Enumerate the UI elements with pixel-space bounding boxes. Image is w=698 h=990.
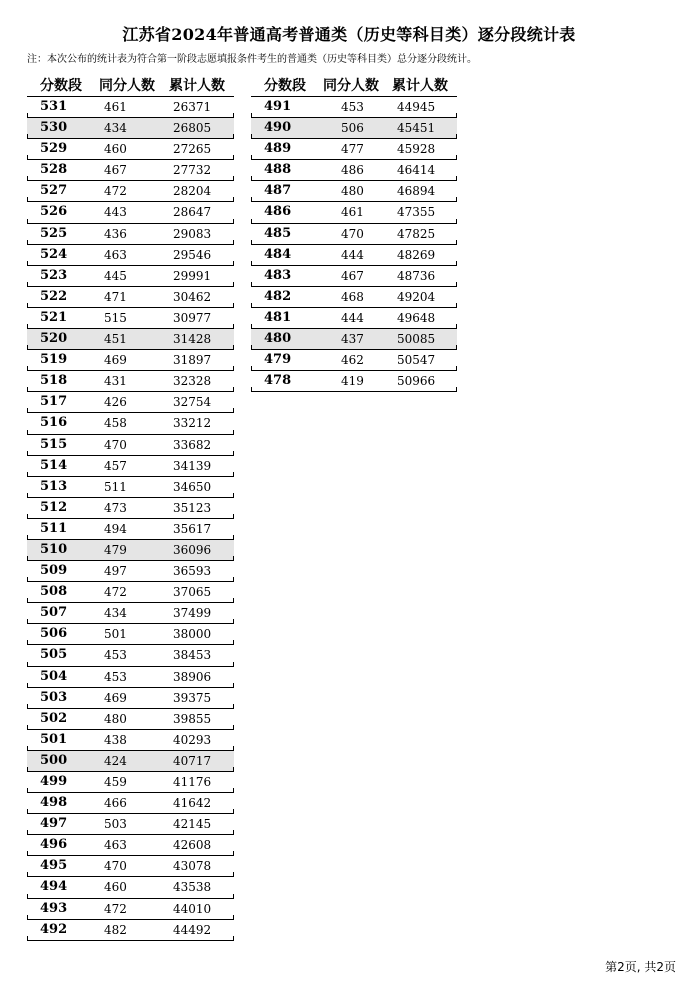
same-count-cell: 457	[104, 458, 127, 473]
cumulative-count-cell: 30462	[173, 289, 212, 304]
same-count-cell: 453	[104, 648, 127, 663]
same-count-cell: 436	[104, 226, 127, 241]
same-count-cell: 458	[104, 416, 127, 431]
score-cell: 494	[40, 879, 68, 895]
page-title: 江苏省2024年普通高考普通类（历史等科目类）逐分段统计表	[122, 25, 576, 44]
same-count-cell: 480	[341, 184, 364, 199]
table-row	[27, 730, 234, 751]
same-count-cell: 419	[341, 374, 364, 389]
cumulative-count-cell: 29991	[173, 268, 212, 283]
same-count-cell: 461	[104, 100, 127, 114]
score-cell: 491	[264, 99, 292, 114]
cumulative-count-cell: 35617	[173, 521, 212, 536]
score-cell: 506	[40, 626, 68, 642]
table-row	[27, 877, 234, 898]
score-cell: 484	[264, 246, 292, 262]
table-row	[251, 350, 457, 371]
cumulative-count-cell: 42608	[173, 838, 212, 853]
score-cell: 480	[264, 331, 292, 347]
same-count-cell: 444	[341, 247, 364, 262]
table-row	[27, 856, 234, 877]
cumulative-count-cell: 41176	[173, 775, 212, 789]
same-count-cell: 461	[341, 205, 364, 220]
same-count-cell: 424	[104, 753, 127, 768]
cumulative-count-cell: 50966	[397, 374, 436, 389]
cumulative-count-cell: 44945	[397, 100, 436, 114]
cumulative-count-cell: 49204	[397, 289, 436, 304]
table-row	[27, 350, 234, 371]
cumulative-count-cell: 29546	[173, 247, 212, 262]
cumulative-count-cell: 37499	[173, 606, 212, 621]
cumulative-count-cell: 38906	[173, 669, 212, 684]
table-row	[251, 266, 457, 287]
score-cell: 493	[40, 900, 68, 916]
cumulative-count-cell: 32754	[173, 395, 212, 410]
cumulative-count-cell: 36096	[173, 542, 212, 557]
table-row	[27, 498, 234, 519]
table-body-left	[27, 97, 234, 941]
cumulative-count-cell: 27265	[173, 142, 212, 157]
same-count-cell: 470	[104, 859, 127, 874]
table-row	[27, 624, 234, 645]
score-cell: 519	[40, 352, 68, 368]
score-cell: 486	[264, 204, 292, 220]
table-row	[27, 266, 234, 287]
cumulative-count-cell: 28204	[173, 184, 212, 199]
cumulative-count-cell: 47825	[397, 226, 436, 241]
same-count-cell: 444	[341, 310, 364, 325]
cumulative-count-cell: 44010	[173, 901, 212, 916]
header-score-band: 分数段	[264, 78, 306, 94]
table-row	[27, 435, 234, 456]
score-cell: 479	[264, 352, 292, 368]
score-cell: 482	[264, 288, 292, 304]
score-cell: 495	[40, 858, 68, 874]
cumulative-count-cell: 46894	[397, 184, 436, 199]
table-row	[27, 160, 234, 181]
same-count-cell: 469	[104, 353, 127, 368]
table-row	[27, 202, 234, 223]
cumulative-count-cell: 37065	[173, 585, 212, 600]
cumulative-count-cell: 38000	[173, 627, 212, 642]
same-count-cell: 463	[104, 838, 127, 853]
cumulative-count-cell: 44492	[173, 922, 212, 937]
same-count-cell: 515	[104, 310, 127, 325]
cumulative-count-cell: 47355	[397, 205, 436, 220]
same-count-cell: 511	[104, 479, 127, 494]
same-count-cell: 497	[104, 564, 127, 579]
cumulative-count-cell: 40293	[173, 732, 212, 747]
table-header	[251, 72, 457, 97]
table-row	[27, 413, 234, 434]
cumulative-count-cell: 40717	[173, 753, 212, 768]
same-count-cell: 506	[341, 121, 364, 136]
same-count-cell: 467	[104, 163, 127, 178]
table-row	[27, 392, 234, 413]
score-cell: 478	[264, 373, 292, 389]
same-count-cell: 438	[104, 732, 127, 747]
table-body-right	[251, 97, 457, 392]
score-cell: 512	[40, 499, 68, 515]
table-row	[251, 287, 457, 308]
table-row	[27, 139, 234, 160]
table-row	[27, 688, 234, 709]
same-count-cell: 470	[341, 226, 364, 241]
cumulative-count-cell: 43078	[173, 859, 212, 874]
score-cell: 529	[40, 141, 68, 157]
score-cell: 518	[40, 373, 68, 389]
same-count-cell: 451	[104, 332, 127, 347]
table-row	[27, 540, 234, 561]
same-count-cell: 434	[104, 121, 127, 136]
score-cell: 526	[40, 204, 68, 220]
header-cumulative-count: 累计人数	[169, 78, 225, 94]
score-cell: 517	[40, 394, 68, 410]
table-header	[27, 72, 234, 97]
table-row	[27, 645, 234, 666]
cumulative-count-cell: 35123	[173, 500, 212, 515]
same-count-cell: 486	[341, 163, 364, 178]
cumulative-count-cell: 48269	[397, 247, 436, 262]
table-row	[27, 329, 234, 350]
score-cell: 481	[264, 309, 292, 325]
table-row	[251, 202, 457, 223]
score-cell: 527	[40, 183, 68, 199]
cumulative-count-cell: 43538	[173, 880, 212, 895]
table-row	[27, 519, 234, 540]
same-count-cell: 437	[341, 332, 364, 347]
score-cell: 489	[264, 141, 292, 157]
same-count-cell: 434	[104, 606, 127, 621]
same-count-cell: 460	[104, 142, 127, 157]
same-count-cell: 480	[104, 711, 127, 726]
table-note: 注：本次公布的统计表为符合第一阶段志愿填报条件考生的普通类（历史等科目类）总分逐分段统计。	[27, 54, 477, 65]
score-cell: 488	[264, 162, 292, 178]
cumulative-count-cell: 30977	[173, 310, 212, 325]
table-row	[27, 287, 234, 308]
table-row	[251, 160, 457, 181]
page-footer: 第2页, 共2页	[605, 960, 676, 974]
score-cell: 505	[40, 647, 68, 663]
cumulative-count-cell: 28647	[173, 205, 212, 220]
score-cell: 508	[40, 584, 68, 600]
same-count-cell: 471	[104, 289, 127, 304]
table-row	[251, 181, 457, 202]
table-row	[251, 139, 457, 160]
same-count-cell: 479	[104, 542, 127, 557]
table-row	[27, 814, 234, 835]
score-cell: 525	[40, 225, 68, 241]
header-score-band: 分数段	[40, 78, 82, 94]
table-row	[27, 709, 234, 730]
score-cell: 514	[40, 457, 68, 473]
same-count-cell: 469	[104, 690, 127, 705]
same-count-cell: 431	[104, 374, 127, 389]
cumulative-count-cell: 46414	[397, 163, 436, 178]
same-count-cell: 462	[341, 353, 364, 368]
score-cell: 487	[264, 183, 292, 199]
cumulative-count-cell: 41642	[173, 796, 212, 811]
same-count-cell: 463	[104, 247, 127, 262]
cumulative-count-cell: 33682	[173, 437, 212, 452]
same-count-cell: 426	[104, 395, 127, 410]
table-row	[251, 329, 457, 350]
table-row	[27, 772, 234, 793]
cumulative-count-cell: 29083	[173, 226, 212, 241]
cumulative-count-cell: 39855	[173, 711, 212, 726]
score-cell: 498	[40, 795, 68, 811]
table-row	[27, 751, 234, 772]
score-table-right	[251, 72, 457, 392]
same-count-cell: 477	[341, 142, 364, 157]
score-cell: 531	[40, 99, 68, 114]
table-row	[27, 603, 234, 624]
cumulative-count-cell: 27732	[173, 163, 212, 178]
cumulative-count-cell: 32328	[173, 374, 212, 389]
cumulative-count-cell: 42145	[173, 817, 212, 832]
header-cumulative-count: 累计人数	[392, 78, 448, 94]
cumulative-count-cell: 31897	[173, 353, 212, 368]
cumulative-count-cell: 38453	[173, 648, 212, 663]
table-row	[27, 920, 234, 941]
same-count-cell: 473	[104, 500, 127, 515]
cumulative-count-cell: 33212	[173, 416, 212, 431]
same-count-cell: 482	[104, 922, 127, 937]
cumulative-count-cell: 49648	[397, 310, 436, 325]
score-cell: 504	[40, 668, 68, 684]
same-count-cell: 459	[104, 775, 127, 789]
table-row	[27, 899, 234, 920]
score-cell: 492	[40, 921, 68, 937]
score-cell: 503	[40, 689, 68, 705]
cumulative-count-cell: 50547	[397, 353, 436, 368]
score-cell: 523	[40, 267, 68, 283]
table-row	[27, 97, 234, 118]
table-row	[27, 308, 234, 329]
same-count-cell: 445	[104, 268, 127, 283]
cumulative-count-cell: 26371	[173, 100, 212, 114]
table-row	[27, 456, 234, 477]
score-table-left	[27, 72, 234, 941]
same-count-cell: 472	[104, 901, 127, 916]
score-cell: 516	[40, 415, 68, 431]
cumulative-count-cell: 34650	[173, 479, 212, 494]
score-cell: 520	[40, 331, 68, 347]
cumulative-count-cell: 36593	[173, 564, 212, 579]
table-row	[27, 371, 234, 392]
same-count-cell: 501	[104, 627, 127, 642]
score-cell: 510	[40, 541, 68, 557]
cumulative-count-cell: 39375	[173, 690, 212, 705]
table-row	[27, 224, 234, 245]
score-cell: 502	[40, 710, 68, 726]
score-cell: 511	[40, 520, 68, 536]
score-cell: 521	[40, 309, 68, 325]
score-cell: 496	[40, 837, 68, 853]
score-cell: 522	[40, 288, 68, 304]
score-cell: 490	[264, 120, 292, 136]
table-row	[27, 181, 234, 202]
score-cell: 530	[40, 120, 68, 136]
table-row	[27, 477, 234, 498]
same-count-cell: 453	[104, 669, 127, 684]
cumulative-count-cell: 50085	[397, 332, 436, 347]
score-cell: 524	[40, 246, 68, 262]
table-row	[27, 793, 234, 814]
score-cell: 483	[264, 267, 292, 283]
cumulative-count-cell: 48736	[397, 268, 436, 283]
score-cell: 485	[264, 225, 292, 241]
score-cell: 499	[40, 774, 68, 789]
table-row	[251, 224, 457, 245]
score-cell: 497	[40, 816, 68, 832]
table-row	[27, 245, 234, 266]
header-same-count: 同分人数	[323, 78, 379, 94]
table-row	[27, 118, 234, 139]
table-row	[27, 561, 234, 582]
cumulative-count-cell: 31428	[173, 332, 212, 347]
same-count-cell: 460	[104, 880, 127, 895]
score-cell: 513	[40, 478, 68, 494]
table-row	[251, 308, 457, 329]
score-cell: 507	[40, 605, 68, 621]
same-count-cell: 472	[104, 184, 127, 199]
cumulative-count-cell: 45451	[397, 121, 436, 136]
cumulative-count-cell: 26805	[173, 121, 212, 136]
same-count-cell: 468	[341, 289, 364, 304]
table-row	[251, 97, 457, 118]
score-cell: 528	[40, 162, 68, 178]
table-row	[251, 245, 457, 266]
score-cell: 509	[40, 563, 68, 579]
same-count-cell: 470	[104, 437, 127, 452]
same-count-cell: 443	[104, 205, 127, 220]
score-cell: 500	[40, 752, 68, 768]
table-row	[251, 371, 457, 392]
same-count-cell: 453	[341, 100, 364, 114]
same-count-cell: 472	[104, 585, 127, 600]
cumulative-count-cell: 45928	[397, 142, 436, 157]
table-row	[27, 582, 234, 603]
same-count-cell: 466	[104, 796, 127, 811]
table-row	[27, 835, 234, 856]
same-count-cell: 503	[104, 817, 127, 832]
table-row	[251, 118, 457, 139]
cumulative-count-cell: 34139	[173, 458, 212, 473]
same-count-cell: 467	[341, 268, 364, 283]
same-count-cell: 494	[104, 521, 127, 536]
score-cell: 501	[40, 731, 68, 747]
score-cell: 515	[40, 436, 68, 452]
header-same-count: 同分人数	[99, 78, 155, 94]
table-row	[27, 667, 234, 688]
